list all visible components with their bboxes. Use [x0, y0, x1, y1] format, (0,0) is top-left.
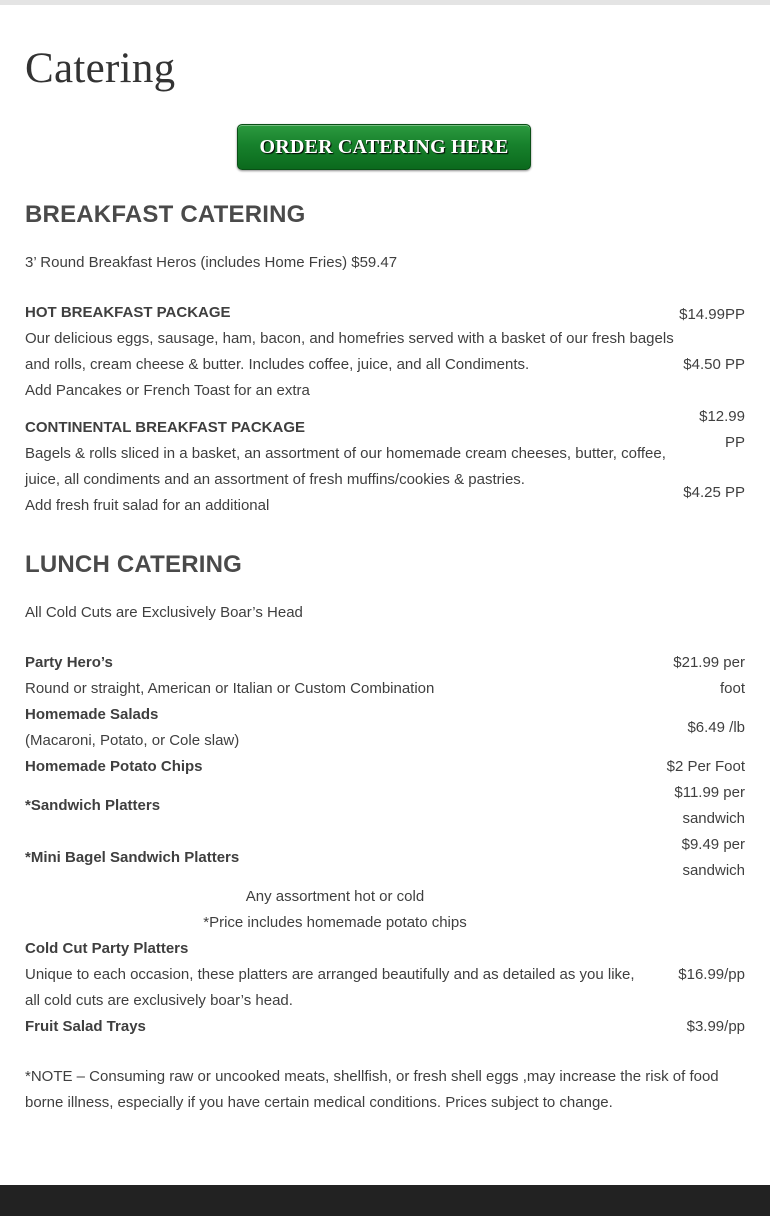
party-heros-price-1: $21.99 per — [673, 654, 745, 671]
breakfast-intro: 3’ Round Breakfast Heros (includes Home Fries) $59.47 — [25, 254, 398, 271]
page-title: Catering — [25, 45, 176, 92]
continental-price-1: $12.99 — [699, 408, 745, 425]
party-heros-desc: Round or straight, American or Italian or Custom Combination — [25, 680, 435, 697]
hot-breakfast-name: HOT BREAKFAST PACKAGE — [25, 304, 231, 321]
cold-cut-price: $16.99/pp — [678, 966, 745, 983]
disclaimer-2: borne illness, especially if you have certain medical conditions. Prices subject to change. — [25, 1094, 613, 1111]
mini-bagel-price-2: sandwich — [682, 862, 745, 879]
disclaimer-1: *NOTE – Consuming raw or uncooked meats, shellfish, or fresh shell eggs ,may increase the risk of food — [25, 1068, 719, 1085]
footer-bar — [0, 1185, 770, 1216]
mini-bagel-name: *Mini Bagel Sandwich Platters — [25, 849, 240, 866]
fruit-name: Fruit Salad Trays — [25, 1018, 146, 1035]
top-bar — [0, 0, 770, 5]
chips-name: Homemade Potato Chips — [25, 758, 203, 775]
hot-breakfast-desc-2: and rolls, cream cheese & butter. Includes coffee, juice, and all Condiments. — [25, 356, 530, 373]
party-heros-name: Party Hero’s — [25, 654, 113, 671]
salads-price: $6.49 /lb — [687, 719, 745, 736]
party-heros-price-2: foot — [719, 680, 745, 697]
hot-breakfast-extra-price: $4.50 PP — [683, 356, 745, 373]
breakfast-heading: BREAKFAST CATERING — [25, 201, 306, 228]
lunch-intro: All Cold Cuts are Exclusively Boar’s Head — [25, 604, 303, 621]
chips-price: $2 Per Foot — [666, 758, 745, 775]
continental-desc-1: Bagels & rolls sliced in a basket, an assortment of our homemade cream cheeses, butter, coffee, — [25, 445, 666, 462]
lunch-heading: LUNCH CATERING — [25, 551, 243, 578]
continental-price-2: PP — [724, 434, 745, 451]
salads-name: Homemade Salads — [25, 706, 159, 723]
hot-breakfast-price: $14.99PP — [679, 306, 745, 323]
cold-cut-desc-2: all cold cuts are exclusively boar’s head. — [25, 992, 293, 1009]
sandwich-platters-price-2: sandwich — [682, 810, 745, 827]
platter-note-2: *Price includes homemade potato chips — [203, 914, 467, 931]
hot-breakfast-desc-1: Our delicious eggs, sausage, ham, bacon, and homefries served with a basket of our fresh bagels — [25, 330, 674, 347]
sandwich-platters-name: *Sandwich Platters — [25, 797, 161, 814]
mini-bagel-price-1: $9.49 per — [681, 836, 745, 853]
platter-note-1: Any assortment hot or cold — [245, 888, 425, 905]
cold-cut-name: Cold Cut Party Platters — [25, 940, 189, 957]
continental-desc-2: juice, all condiments and an assortment of fresh muffins/cookies & pastries. — [25, 471, 525, 488]
salads-desc: (Macaroni, Potato, or Cole slaw) — [25, 732, 240, 749]
continental-name: CONTINENTAL BREAKFAST PACKAGE — [25, 419, 306, 436]
continental-extra: Add fresh fruit salad for an additional — [25, 497, 270, 514]
sandwich-platters-price-1: $11.99 per — [674, 784, 745, 801]
cold-cut-desc-1: Unique to each occasion, these platters are arranged beautifully and as detailed as you like, — [25, 966, 635, 983]
fruit-price: $3.99/pp — [686, 1018, 745, 1035]
hot-breakfast-extra: Add Pancakes or French Toast for an extra — [25, 382, 310, 399]
order-catering-button[interactable]: ORDER CATERING HERE — [237, 124, 531, 170]
continental-extra-price: $4.25 PP — [683, 484, 745, 501]
